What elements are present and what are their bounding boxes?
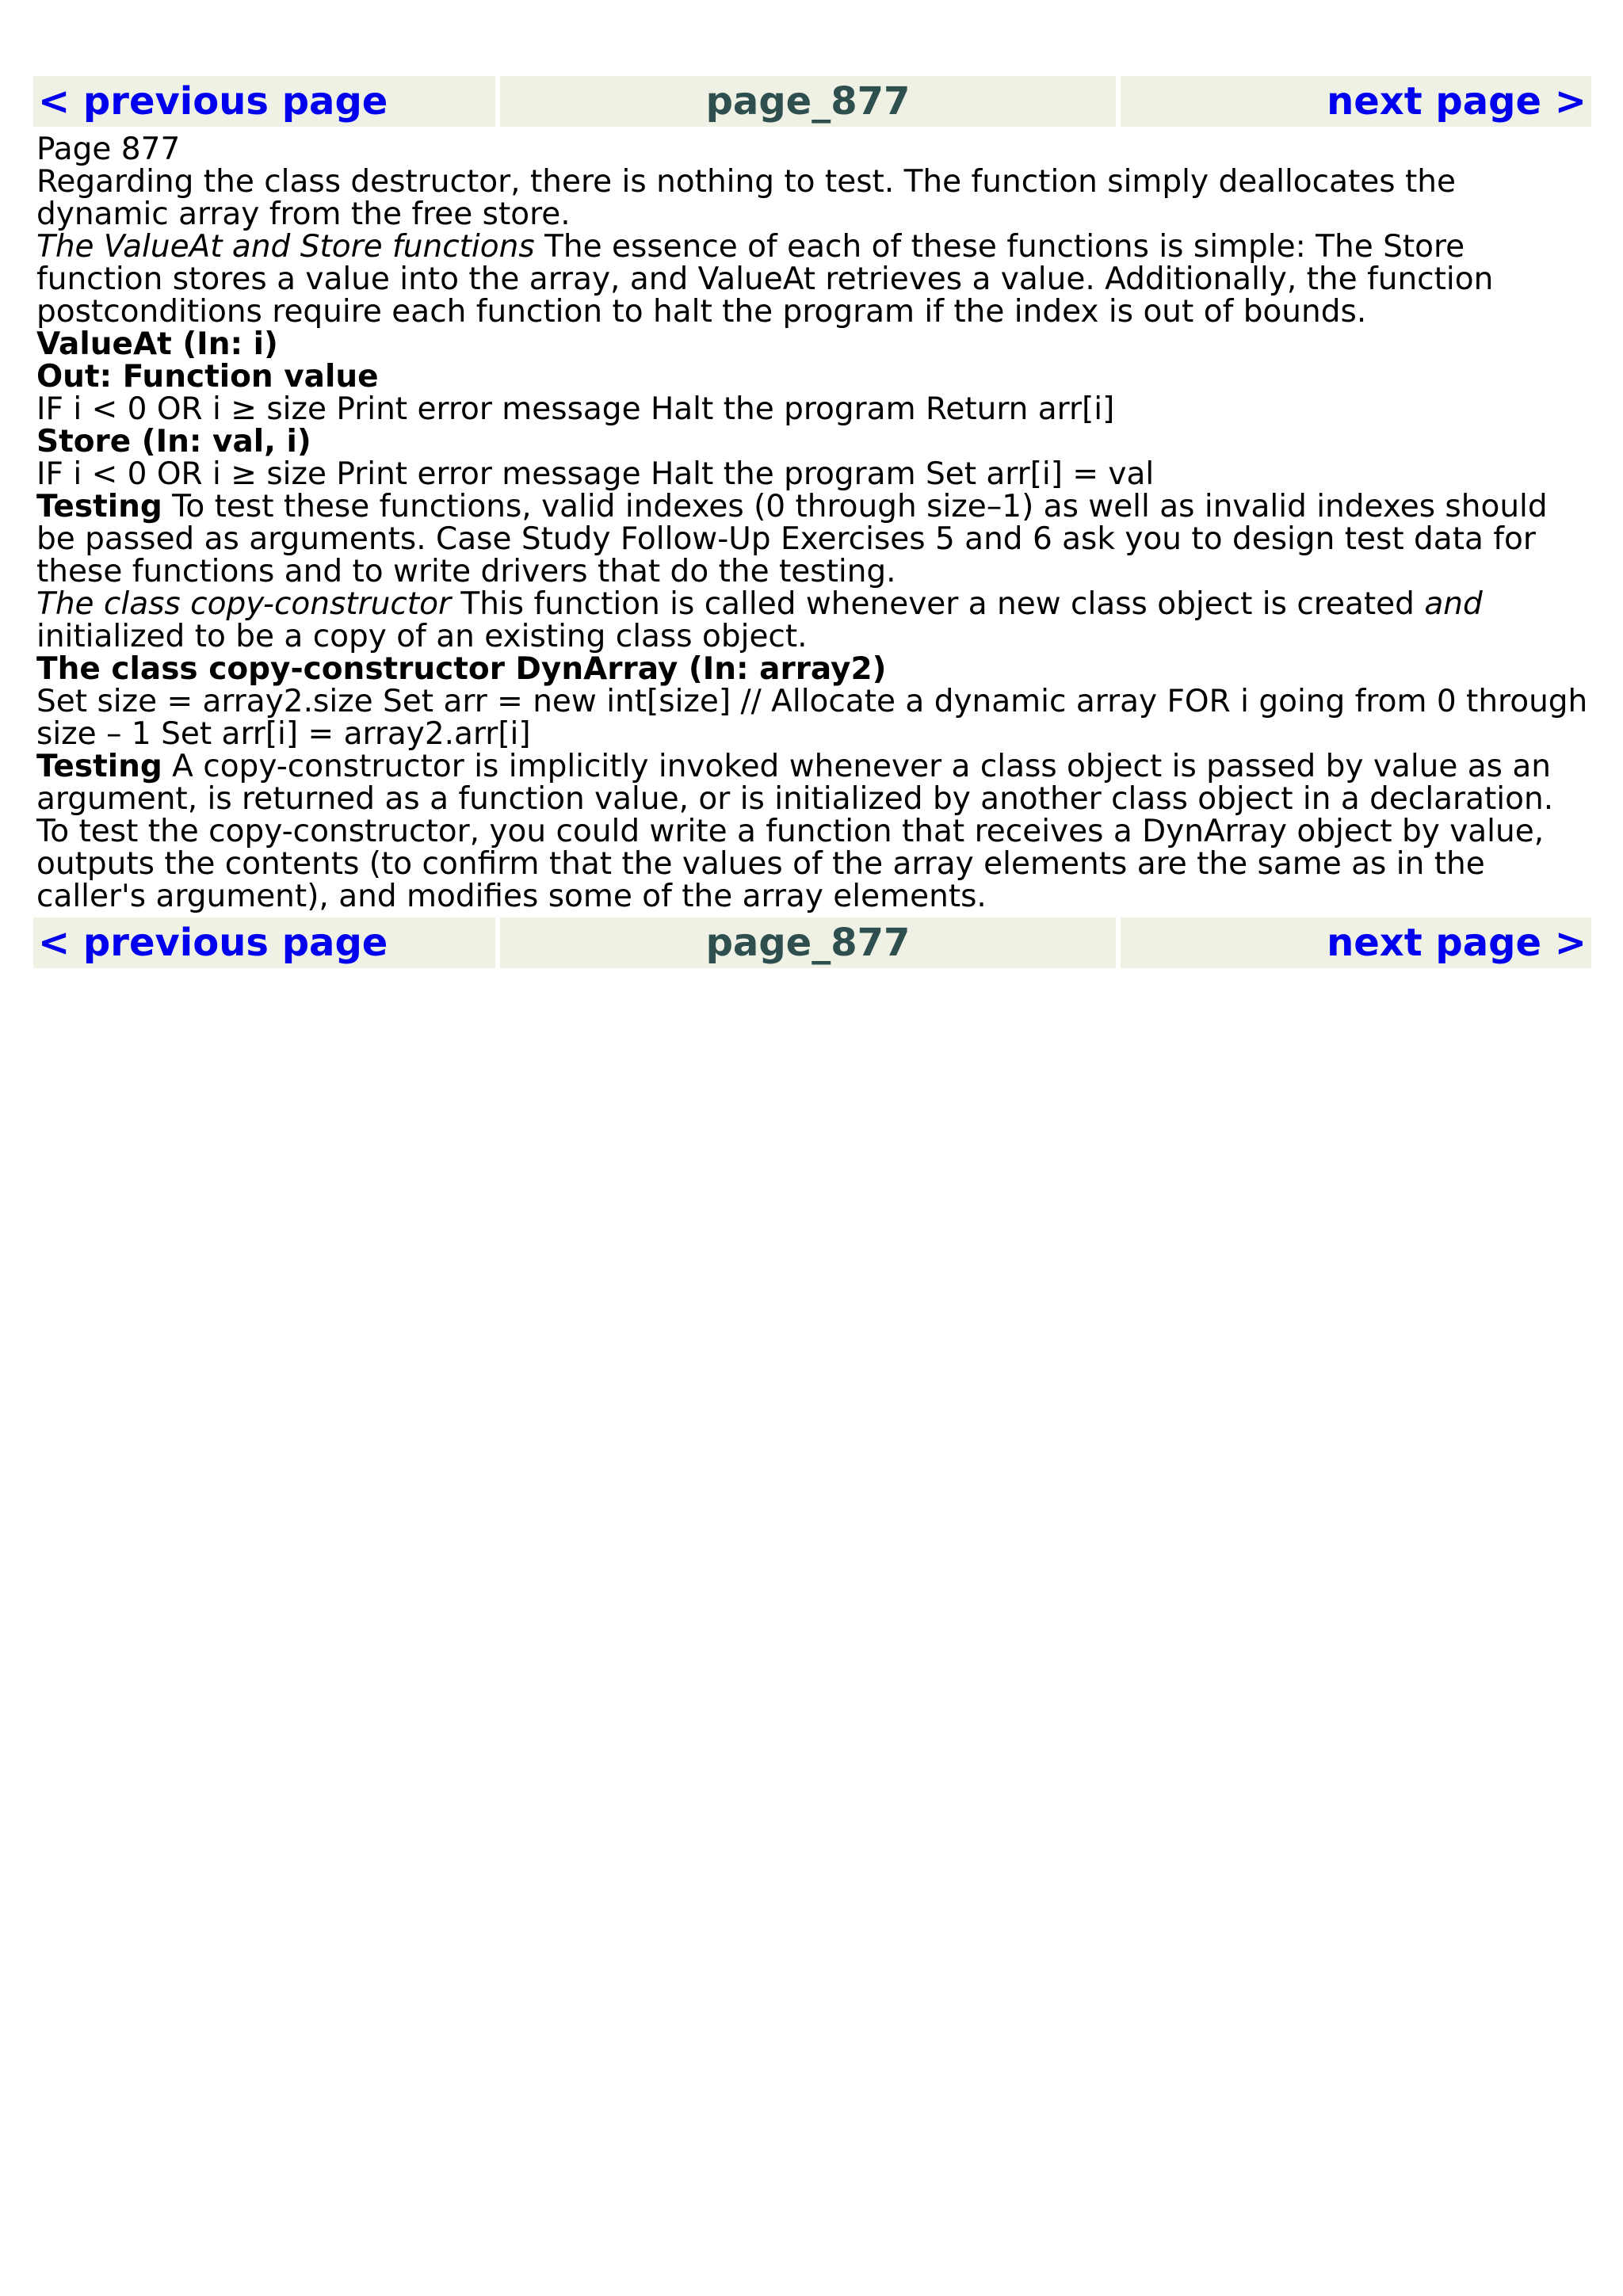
paragraph-copy-constructor — [36, 588, 1588, 653]
paragraph-testing-2 — [36, 750, 1588, 913]
top-navbar — [33, 76, 1591, 127]
page-content — [33, 127, 1591, 917]
next-page-link-bottom[interactable]: next page > — [1327, 921, 1587, 965]
copy-constructor-text-b: initialized to be a copy of an existing class object. — [36, 619, 808, 654]
store-algorithm: IF i < 0 OR i ≥ size Print error message Halt the program Set arr[i] = val — [36, 456, 1155, 492]
copy-constructor-text-a: This function is called whenever a new class object is created — [450, 586, 1425, 622]
testing-text-1: To test these functions, valid indexes (0 through size–1) as well as invalid indexes should be passed as arguments. Case Study Follow-Up Exercises 5 and 6 ask you to design test data for these functions and to write drivers that do the testing. — [36, 489, 1548, 589]
testing-label-2: Testing — [36, 749, 162, 784]
top-nav-next-cell — [1121, 76, 1591, 127]
page — [33, 76, 1591, 968]
valueat-store-heading: The ValueAt and Store functions — [36, 229, 535, 265]
copy-constructor-algorithm: Set size = array2.size Set arr = new int[size] // Allocate a dynamic array FOR i going from 0 through size – 1 Set arr[i] = array2.arr[i] — [36, 684, 1588, 752]
page-label: page_877 — [705, 79, 911, 124]
valueat-store-text: The essence of each of these functions is simple: The Store function stores a value into the array, and ValueAt retrieves a value. Additionally, the function postconditions require each function to halt the program if the index is out of bounds. — [36, 229, 1494, 330]
page-number: Page 877 — [36, 132, 181, 167]
copy-constructor-heading: The class copy-constructor — [36, 586, 451, 622]
store-signature: Store (In: val, i) — [36, 424, 311, 460]
previous-page-link-bottom[interactable]: < previous page — [38, 921, 388, 965]
top-nav-page-label — [500, 76, 1116, 127]
valueat-algorithm: IF i < 0 OR i ≥ size Print error message Halt the program Return arr[i] — [36, 391, 1115, 427]
testing-label-1: Testing — [36, 489, 162, 524]
copy-constructor-and: and — [1424, 586, 1483, 622]
next-page-link[interactable]: next page > — [1327, 79, 1587, 124]
paragraph-testing-1 — [36, 490, 1588, 588]
valueat-output: Out: Function value — [36, 359, 379, 395]
valueat-signature: ValueAt (In: i) — [36, 326, 278, 362]
bottom-nav-previous-cell — [33, 917, 495, 968]
paragraph-valueat-store — [36, 231, 1588, 328]
bottom-nav-page-label — [500, 917, 1116, 968]
previous-page-link[interactable]: < previous page — [38, 79, 388, 124]
bottom-nav-next-cell — [1121, 917, 1591, 968]
copy-constructor-signature: The class copy-constructor DynArray (In: array2) — [36, 651, 887, 687]
paragraph-destructor: Regarding the class destructor, there is nothing to test. The function simply deallocates the dynamic array from the free store. — [36, 164, 1456, 232]
page-label-bottom: page_877 — [705, 921, 911, 965]
top-nav-previous-cell — [33, 76, 495, 127]
testing-text-2: A copy-constructor is implicitly invoked whenever a class object is passed by value as an argument, is returned as a function value, or is initialized by another class object in a declaration. To test the copy-constructor, you could write a function that receives a DynArray object by value, outputs the contents (to confirm that the values of the array elements are the same as in the caller's argument), and modifies some of the array elements. — [36, 749, 1554, 914]
bottom-navbar — [33, 917, 1591, 968]
